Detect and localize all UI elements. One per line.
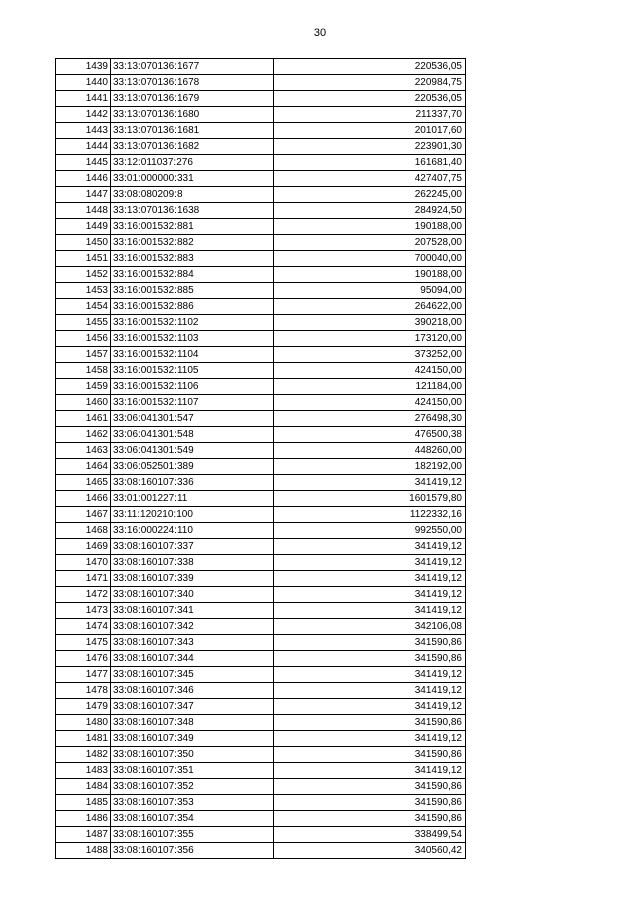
cadastral-value-table (55, 58, 466, 859)
cadastral-value-cell: 220984,75 (274, 75, 466, 91)
row-number-cell: 1482 (56, 747, 111, 763)
cadastral-value-cell: 284924,50 (274, 203, 466, 219)
table-row (56, 651, 466, 667)
row-number-cell: 1469 (56, 539, 111, 555)
row-number-cell: 1487 (56, 827, 111, 843)
table-row (56, 699, 466, 715)
table-row (56, 283, 466, 299)
cadastral-number-cell: 33:08:160107:342 (111, 619, 274, 635)
cadastral-value-cell: 476500,38 (274, 427, 466, 443)
row-number-cell: 1459 (56, 379, 111, 395)
cadastral-value-cell: 161681,40 (274, 155, 466, 171)
row-number-cell: 1455 (56, 315, 111, 331)
cadastral-value-cell: 992550,00 (274, 523, 466, 539)
cadastral-number-cell: 33:08:160107:347 (111, 699, 274, 715)
table-row (56, 523, 466, 539)
row-number-cell: 1484 (56, 779, 111, 795)
table-row (56, 443, 466, 459)
table-row (56, 187, 466, 203)
table-row (56, 203, 466, 219)
cadastral-number-cell: 33:08:160107:343 (111, 635, 274, 651)
table-row (56, 379, 466, 395)
cadastral-value-cell: 338499,54 (274, 827, 466, 843)
table-row (56, 235, 466, 251)
row-number-cell: 1446 (56, 171, 111, 187)
cadastral-value-cell: 1122332,16 (274, 507, 466, 523)
row-number-cell: 1462 (56, 427, 111, 443)
row-number-cell: 1441 (56, 91, 111, 107)
row-number-cell: 1444 (56, 139, 111, 155)
cadastral-number-cell: 33:08:160107:345 (111, 667, 274, 683)
table-row (56, 59, 466, 75)
cadastral-value-cell: 190188,00 (274, 267, 466, 283)
cadastral-number-cell: 33:08:160107:351 (111, 763, 274, 779)
table-row (56, 763, 466, 779)
cadastral-number-cell: 33:08:160107:341 (111, 603, 274, 619)
cadastral-value-cell: 211337,70 (274, 107, 466, 123)
cadastral-value-cell: 373252,00 (274, 347, 466, 363)
row-number-cell: 1481 (56, 731, 111, 747)
cadastral-number-cell: 33:08:160107:340 (111, 587, 274, 603)
row-number-cell: 1480 (56, 715, 111, 731)
table-row (56, 299, 466, 315)
cadastral-value-cell: 341419,12 (274, 587, 466, 603)
table-row (56, 155, 466, 171)
row-number-cell: 1477 (56, 667, 111, 683)
row-number-cell: 1475 (56, 635, 111, 651)
row-number-cell: 1454 (56, 299, 111, 315)
row-number-cell: 1453 (56, 283, 111, 299)
cadastral-number-cell: 33:16:001532:883 (111, 251, 274, 267)
table-row (56, 491, 466, 507)
cadastral-value-cell: 341419,12 (274, 763, 466, 779)
row-number-cell: 1479 (56, 699, 111, 715)
cadastral-number-cell: 33:13:070136:1680 (111, 107, 274, 123)
cadastral-number-cell: 33:06:052501:389 (111, 459, 274, 475)
cadastral-value-cell: 223901,30 (274, 139, 466, 155)
cadastral-number-cell: 33:08:160107:349 (111, 731, 274, 747)
cadastral-value-cell: 341419,12 (274, 571, 466, 587)
row-number-cell: 1450 (56, 235, 111, 251)
row-number-cell: 1439 (56, 59, 111, 75)
cadastral-number-cell: 33:08:160107:356 (111, 843, 274, 859)
cadastral-number-cell: 33:08:160107:344 (111, 651, 274, 667)
row-number-cell: 1463 (56, 443, 111, 459)
cadastral-value-cell: 340560,42 (274, 843, 466, 859)
row-number-cell: 1449 (56, 219, 111, 235)
row-number-cell: 1442 (56, 107, 111, 123)
cadastral-number-cell: 33:16:001532:1102 (111, 315, 274, 331)
cadastral-number-cell: 33:08:160107:353 (111, 795, 274, 811)
cadastral-number-cell: 33:08:160107:352 (111, 779, 274, 795)
cadastral-number-cell: 33:06:041301:548 (111, 427, 274, 443)
row-number-cell: 1483 (56, 763, 111, 779)
cadastral-number-cell: 33:13:070136:1682 (111, 139, 274, 155)
cadastral-number-cell: 33:16:001532:882 (111, 235, 274, 251)
cadastral-number-cell: 33:08:160107:337 (111, 539, 274, 555)
row-number-cell: 1466 (56, 491, 111, 507)
cadastral-number-cell: 33:16:000224:110 (111, 523, 274, 539)
cadastral-value-cell: 341590,86 (274, 779, 466, 795)
table-row (56, 587, 466, 603)
table-row (56, 507, 466, 523)
cadastral-value-cell: 264622,00 (274, 299, 466, 315)
cadastral-number-cell: 33:11:120210:100 (111, 507, 274, 523)
cadastral-value-cell: 190188,00 (274, 219, 466, 235)
cadastral-value-cell: 207528,00 (274, 235, 466, 251)
table-row (56, 123, 466, 139)
row-number-cell: 1452 (56, 267, 111, 283)
cadastral-value-cell: 220536,05 (274, 59, 466, 75)
table-row (56, 571, 466, 587)
table-row (56, 107, 466, 123)
cadastral-number-cell: 33:08:160107:336 (111, 475, 274, 491)
table-row (56, 475, 466, 491)
cadastral-number-cell: 33:16:001532:886 (111, 299, 274, 315)
cadastral-number-cell: 33:08:080209:8 (111, 187, 274, 203)
cadastral-number-cell: 33:08:160107:350 (111, 747, 274, 763)
cadastral-number-cell: 33:16:001532:881 (111, 219, 274, 235)
cadastral-value-cell: 220536,05 (274, 91, 466, 107)
row-number-cell: 1465 (56, 475, 111, 491)
table-row (56, 347, 466, 363)
cadastral-value-cell: 182192,00 (274, 459, 466, 475)
row-number-cell: 1445 (56, 155, 111, 171)
cadastral-value-cell: 1601579,80 (274, 491, 466, 507)
cadastral-value-cell: 341419,12 (274, 539, 466, 555)
cadastral-value-cell: 341419,12 (274, 475, 466, 491)
row-number-cell: 1485 (56, 795, 111, 811)
cadastral-value-cell: 341419,12 (274, 667, 466, 683)
row-number-cell: 1473 (56, 603, 111, 619)
cadastral-value-cell: 341419,12 (274, 699, 466, 715)
cadastral-number-cell: 33:08:160107:348 (111, 715, 274, 731)
cadastral-number-cell: 33:13:070136:1677 (111, 59, 274, 75)
table-row (56, 395, 466, 411)
row-number-cell: 1460 (56, 395, 111, 411)
cadastral-number-cell: 33:01:000000:331 (111, 171, 274, 187)
cadastral-number-cell: 33:08:160107:339 (111, 571, 274, 587)
cadastral-number-cell: 33:16:001532:1105 (111, 363, 274, 379)
table-row (56, 91, 466, 107)
cadastral-value-cell: 341419,12 (274, 683, 466, 699)
cadastral-value-cell: 341590,86 (274, 715, 466, 731)
cadastral-value-cell: 700040,00 (274, 251, 466, 267)
cadastral-number-cell: 33:13:070136:1638 (111, 203, 274, 219)
cadastral-value-cell: 341590,86 (274, 651, 466, 667)
page-number: 30 (313, 27, 327, 39)
cadastral-value-cell: 341590,86 (274, 795, 466, 811)
table-row (56, 667, 466, 683)
table-row (56, 555, 466, 571)
cadastral-value-cell: 448260,00 (274, 443, 466, 459)
table-row (56, 635, 466, 651)
cadastral-value-cell: 341419,12 (274, 731, 466, 747)
row-number-cell: 1457 (56, 347, 111, 363)
cadastral-number-cell: 33:13:070136:1679 (111, 91, 274, 107)
cadastral-number-cell: 33:16:001532:1106 (111, 379, 274, 395)
cadastral-number-cell: 33:01:001227:11 (111, 491, 274, 507)
row-number-cell: 1447 (56, 187, 111, 203)
table-row (56, 843, 466, 859)
row-number-cell: 1474 (56, 619, 111, 635)
table-row (56, 315, 466, 331)
cadastral-value-cell: 173120,00 (274, 331, 466, 347)
table-row (56, 731, 466, 747)
table-row (56, 795, 466, 811)
table-row (56, 459, 466, 475)
table-row (56, 683, 466, 699)
row-number-cell: 1486 (56, 811, 111, 827)
cadastral-value-cell: 390218,00 (274, 315, 466, 331)
cadastral-number-cell: 33:06:041301:547 (111, 411, 274, 427)
table-row (56, 779, 466, 795)
cadastral-value-cell: 341590,86 (274, 747, 466, 763)
cadastral-number-cell: 33:16:001532:885 (111, 283, 274, 299)
cadastral-value-cell: 424150,00 (274, 395, 466, 411)
table-row (56, 539, 466, 555)
cadastral-value-cell: 427407,75 (274, 171, 466, 187)
cadastral-value-cell: 276498,30 (274, 411, 466, 427)
row-number-cell: 1476 (56, 651, 111, 667)
row-number-cell: 1468 (56, 523, 111, 539)
row-number-cell: 1464 (56, 459, 111, 475)
row-number-cell: 1451 (56, 251, 111, 267)
table-row (56, 331, 466, 347)
cadastral-number-cell: 33:08:160107:354 (111, 811, 274, 827)
cadastral-value-cell: 121184,00 (274, 379, 466, 395)
cadastral-number-cell: 33:16:001532:1103 (111, 331, 274, 347)
table-row (56, 363, 466, 379)
cadastral-number-cell: 33:13:070136:1678 (111, 75, 274, 91)
row-number-cell: 1471 (56, 571, 111, 587)
table-row (56, 603, 466, 619)
row-number-cell: 1443 (56, 123, 111, 139)
cadastral-value-cell: 201017,60 (274, 123, 466, 139)
cadastral-number-cell: 33:06:041301:549 (111, 443, 274, 459)
cadastral-value-cell: 341590,86 (274, 811, 466, 827)
row-number-cell: 1448 (56, 203, 111, 219)
table-row (56, 619, 466, 635)
table-body (56, 59, 466, 859)
row-number-cell: 1456 (56, 331, 111, 347)
table-row (56, 219, 466, 235)
cadastral-number-cell: 33:16:001532:1104 (111, 347, 274, 363)
row-number-cell: 1488 (56, 843, 111, 859)
cadastral-value-cell: 341419,12 (274, 603, 466, 619)
table-row (56, 171, 466, 187)
table-row (56, 139, 466, 155)
row-number-cell: 1458 (56, 363, 111, 379)
table-row (56, 411, 466, 427)
cadastral-value-cell: 424150,00 (274, 363, 466, 379)
cadastral-number-cell: 33:08:160107:346 (111, 683, 274, 699)
cadastral-value-cell: 95094,00 (274, 283, 466, 299)
table-row (56, 75, 466, 91)
row-number-cell: 1461 (56, 411, 111, 427)
table-row (56, 715, 466, 731)
table-row (56, 427, 466, 443)
cadastral-value-cell: 262245,00 (274, 187, 466, 203)
cadastral-value-cell: 341419,12 (274, 555, 466, 571)
row-number-cell: 1478 (56, 683, 111, 699)
table-row (56, 827, 466, 843)
table-row (56, 747, 466, 763)
cadastral-number-cell: 33:08:160107:355 (111, 827, 274, 843)
row-number-cell: 1470 (56, 555, 111, 571)
table-row (56, 811, 466, 827)
cadastral-number-cell: 33:12:011037:276 (111, 155, 274, 171)
cadastral-value-cell: 341590,86 (274, 635, 466, 651)
table-row (56, 251, 466, 267)
cadastral-number-cell: 33:13:070136:1681 (111, 123, 274, 139)
row-number-cell: 1467 (56, 507, 111, 523)
row-number-cell: 1440 (56, 75, 111, 91)
row-number-cell: 1472 (56, 587, 111, 603)
cadastral-number-cell: 33:16:001532:884 (111, 267, 274, 283)
cadastral-value-cell: 342106,08 (274, 619, 466, 635)
cadastral-number-cell: 33:16:001532:1107 (111, 395, 274, 411)
cadastral-number-cell: 33:08:160107:338 (111, 555, 274, 571)
table-row (56, 267, 466, 283)
